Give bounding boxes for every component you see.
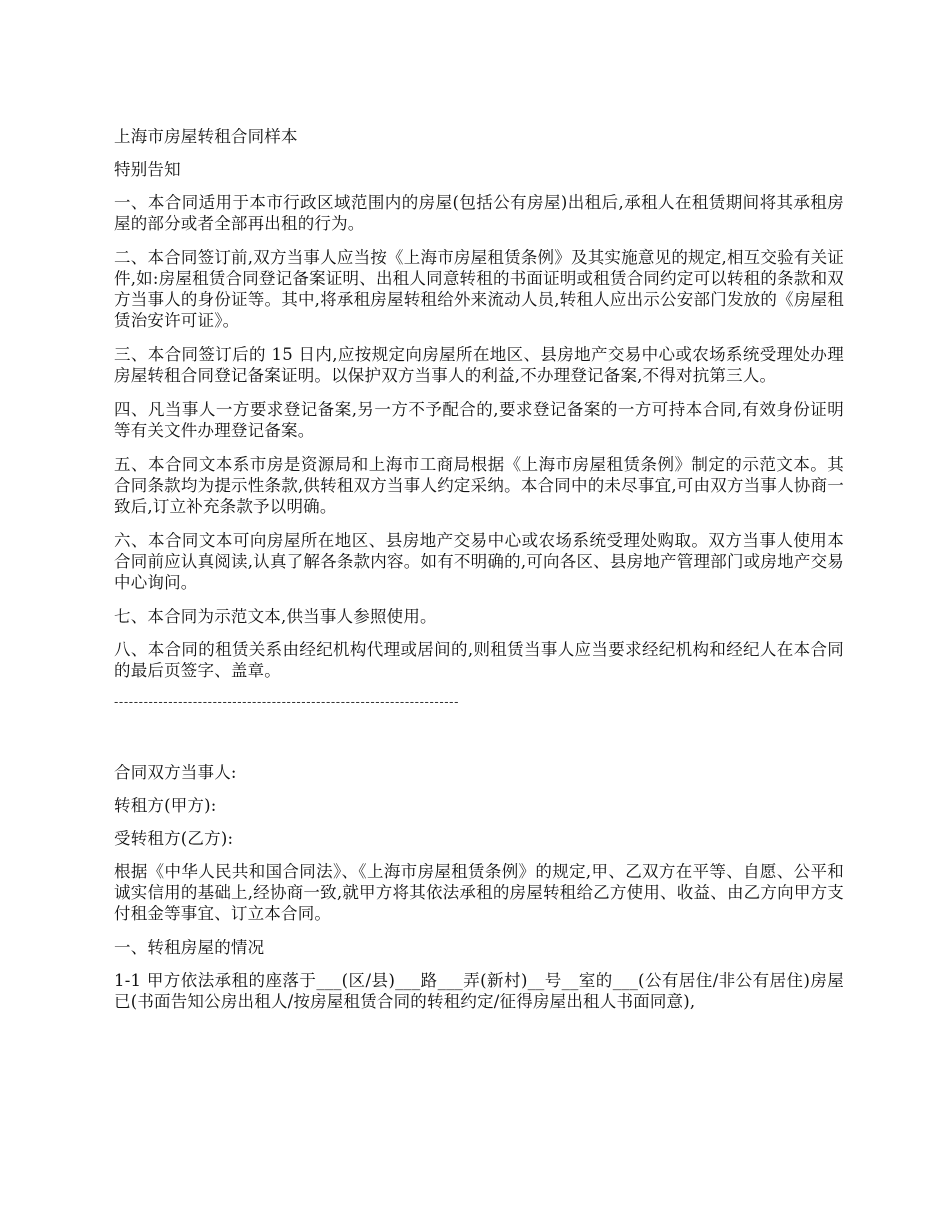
party-a-label: 转租方(甲方):	[114, 796, 217, 815]
clause-1-1: 1-1 甲方依法承租的座落于___(区/县)___路___弄(新村)__号__室的___(公有居住/非公有居住)房屋已(书面告知公房出租人/按房屋租赁合同的转租约定/征得房屋出租人书面同意),	[114, 971, 844, 1011]
contract-preamble: 根据《中华人民共和国合同法》、《上海市房屋租赁条例》的规定,甲、乙双方在平等、自愿、公平和诚实信用的基础上,经协商一致,就甲方将其依法承租的房屋转租给乙方使用、收益、由乙方向甲方支付租金等事宜、订立本合同。	[114, 862, 844, 923]
notice-item-5: 五、本合同文本系市房是资源局和上海市工商局根据《上海市房屋租赁条例》制定的示范文本。其合同条款均为提示性条款,供转租双方当事人约定采纳。本合同中的未尽事宜,可由双方当事人协商一致后,订立补充条款予以明确。	[114, 455, 844, 516]
parties-heading: 合同双方当事人:	[114, 763, 237, 782]
notice-item-4: 四、凡当事人一方要求登记备案,另一方不予配合的,要求登记备案的一方可持本合同,有效身份证明等有关文件办理登记备案。	[114, 400, 844, 440]
notice-heading: 特别告知	[114, 160, 181, 179]
document-page	[114, 126, 844, 1025]
notice-item-1: 一、本合同适用于本市行政区域范围内的房屋(包括公有房屋)出租后,承租人在租赁期间将其承租房屋的部分或者全部再出租的行为。	[114, 193, 844, 233]
document-title: 上海市房屋转租合同样本	[114, 127, 298, 146]
notice-item-2: 二、本合同签订前,双方当事人应当按《上海市房屋租赁条例》及其实施意见的规定,相互交验有关证件,如:房屋租赁合同登记备案证明、出租人同意转租的书面证明或租赁合同约定可以转租的条款和双方当事人的身份证等。其中,将承租房屋转租给外来流动人员,转租人应出示公安部门发放的《房屋租赁治安许可证》。	[114, 248, 844, 330]
notice-item-8: 八、本合同的租赁关系由经纪机构代理或居间的,则租赁当事人应当要求经纪机构和经纪人在本合同的最后页签字、盖章。	[114, 640, 844, 680]
notice-item-6: 六、本合同文本可向房屋所在地区、县房地产交易中心或农场系统受理处购取。双方当事人使用本合同前应认真阅读,认真了解各条款内容。如有不明确的,可向各区、县房地产管理部门或房地产交易中心询问。	[114, 531, 844, 592]
section-1-heading: 一、转租房屋的情况	[114, 938, 265, 957]
notice-item-3: 三、本合同签订后的 15 日内,应按规定向房屋所在地区、县房地产交易中心或农场系统受理处办理房屋转租合同登记备案证明。以保护双方当事人的利益,不办理登记备案,不得对抗第三人。	[114, 345, 844, 385]
blank-space	[114, 710, 844, 762]
section-divider: ----------------------------------------------------------------------	[114, 694, 460, 709]
notice-item-7: 七、本合同为示范文本,供当事人参照使用。	[114, 607, 437, 626]
party-b-label: 受转租方(乙方):	[114, 829, 234, 848]
